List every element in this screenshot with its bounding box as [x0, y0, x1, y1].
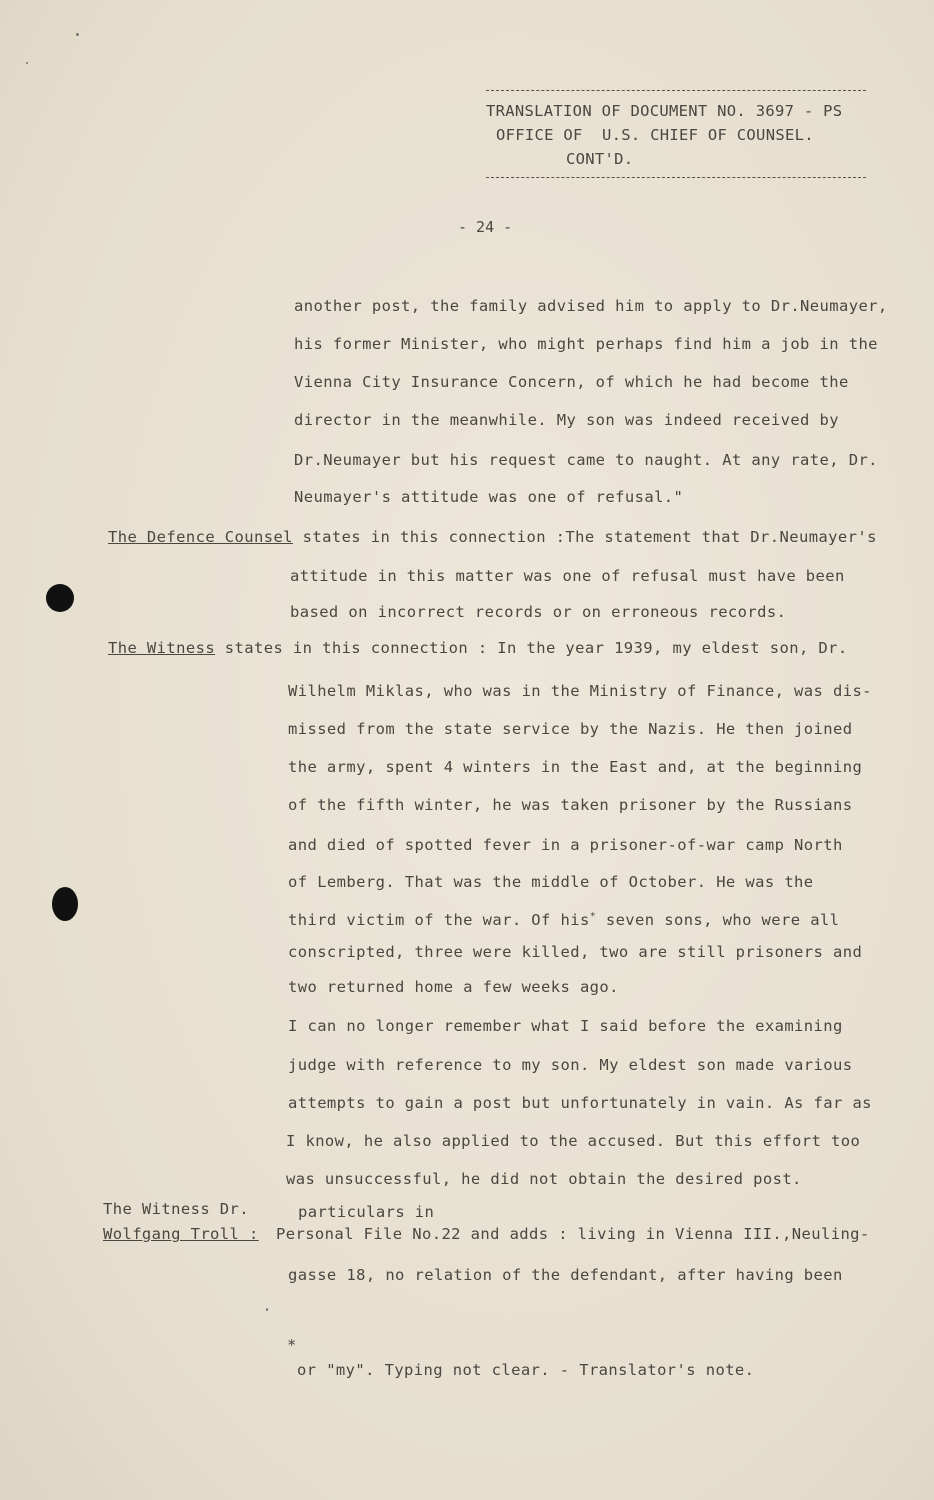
body-line: two returned home a few weeks ago.: [288, 978, 619, 996]
body-line: conscripted, three were killed, two are still prisoners and: [288, 943, 863, 961]
body-line: based on incorrect records or on erroneous records.: [290, 603, 787, 621]
body-line-rest: states in this connection : In the year 1939, my eldest son, Dr.: [215, 639, 848, 657]
body-line: the army, spent 4 winters in the East and, at the beginning: [288, 758, 863, 776]
footnote-marker: *: [589, 911, 597, 922]
body-line: Wilhelm Miklas, who was in the Ministry of Finance, was dis-: [288, 682, 872, 700]
page-number: - 24 -: [458, 218, 513, 236]
paper-speck: [266, 1308, 268, 1311]
punch-hole-upper: [46, 584, 74, 612]
translation-header: [486, 90, 866, 178]
body-line: his former Minister, who might perhaps find him a job in the: [294, 335, 878, 353]
header-line-3: CONT'D.: [566, 150, 634, 168]
body-line: gasse 18, no relation of the defendant, after having been: [288, 1266, 843, 1284]
header-line-2: OFFICE OF U.S. CHIEF OF COUNSEL.: [496, 126, 814, 144]
body-line: Personal File No.22 and adds : living in Vienna III.,Neuling-: [276, 1225, 870, 1243]
handwritten-insert: particulars in: [298, 1203, 435, 1221]
punch-hole-lower: [52, 887, 78, 921]
body-line: judge with reference to my son. My eldest son made various: [288, 1056, 853, 1074]
footnote-text: or "my". Typing not clear. - Translator's note.: [297, 1361, 755, 1379]
speaker-label-defence: The Defence Counsel: [108, 528, 293, 546]
defence-counsel-statement: [108, 528, 877, 546]
body-line: of the fifth winter, he was taken prisoner by the Russians: [288, 796, 853, 814]
body-line: Neumayer's attitude was one of refusal.": [294, 488, 684, 506]
speaker-label-witness: The Witness: [108, 639, 216, 657]
body-line: and died of spotted fever in a prisoner-of-war camp North: [288, 836, 843, 854]
header-rule-bottom: [486, 177, 866, 178]
body-line: Dr.Neumayer but his request came to naught. At any rate, Dr.: [294, 451, 878, 469]
body-line: attitude in this matter was one of refusal must have been: [290, 567, 845, 585]
header-line-1: TRANSLATION OF DOCUMENT NO. 3697 - PS: [486, 102, 843, 120]
header-rule-top: [486, 90, 866, 91]
paper-speck: [76, 33, 79, 36]
body-line: of Lemberg. That was the middle of October. He was the: [288, 873, 814, 891]
witness-statement: [108, 639, 848, 657]
body-line: another post, the family advised him to apply to Dr.Neumayer,: [294, 297, 888, 315]
body-line: director in the meanwhile. My son was indeed received by: [294, 411, 839, 429]
body-line: I know, he also applied to the accused. But this effort too: [286, 1132, 861, 1150]
body-line-rest: states in this connection :The statement that Dr.Neumayer's: [292, 528, 877, 546]
body-line: attempts to gain a post but unfortunately in vain. As far as: [288, 1094, 872, 1112]
body-line: third victim of the war. Of his* seven sons, who were all: [288, 911, 840, 930]
paper-speck: [26, 62, 28, 64]
body-line: Vienna City Insurance Concern, of which he had become the: [294, 373, 849, 391]
body-line: was unsuccessful, he did not obtain the desired post.: [286, 1170, 802, 1188]
speaker-label-troll-line2: Wolfgang Troll :: [103, 1225, 259, 1243]
speaker-label-troll-line1: The Witness Dr.: [103, 1200, 249, 1218]
body-line: I can no longer remember what I said before the examining: [288, 1017, 843, 1035]
footnote-asterisk: *: [287, 1336, 297, 1354]
body-line: missed from the state service by the Nazis. He then joined: [288, 720, 853, 738]
